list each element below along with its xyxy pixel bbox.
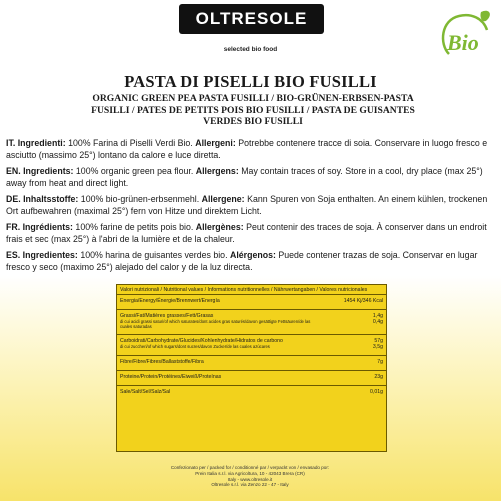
nutrition-table bbox=[116, 284, 387, 452]
allergens-label: Allergens: bbox=[195, 166, 239, 176]
nutrition-header: Valori nutrizionali / Nutritional values / Informations nutritionnelles / Nährwertangaben / Valores nutricionales bbox=[117, 285, 386, 295]
ingredients-label: FR. Ingrédients: bbox=[6, 222, 73, 232]
nutrition-value: 57g bbox=[374, 338, 383, 345]
nutrition-row-carbohydrate bbox=[117, 335, 386, 344]
nutrition-label: Carboidrati/Carbohydrate/Glucides/Kohlenhydrate/Hidratos de carbono bbox=[120, 338, 283, 345]
brand-logo bbox=[179, 4, 324, 34]
nutrition-label: di cui zuccheri/of which sugars/dont sucres/davon Zucker/de las cuales azúcares bbox=[120, 344, 270, 350]
allergens-label: Allergene: bbox=[201, 194, 245, 204]
nutrition-row-salt bbox=[117, 386, 386, 395]
allergens-text: May contain traces of soy. Store in a cool, dry place (max 25°) away from heat and direct light. bbox=[6, 166, 483, 188]
nutrition-row-energy bbox=[117, 295, 386, 309]
nutrition-value: 0,4g bbox=[372, 319, 383, 326]
ingredients-text: 100% organic green pea flour. bbox=[75, 166, 194, 176]
bio-badge-icon bbox=[437, 6, 495, 66]
nutrition-label: Sale/Salt/Sel/Salz/Sal bbox=[120, 389, 171, 396]
allergens-text: Potrebbe contenere tracce di soia. Conservare in luogo fresco e asciutto (massimo 25°) lontano da calore e luce diretta. bbox=[6, 138, 488, 160]
allergens-label: Allergènes: bbox=[195, 222, 244, 232]
lang-block-es bbox=[6, 250, 496, 273]
nutrition-row-fibre bbox=[117, 356, 386, 370]
allergens-text: Puede contener trazas de soja. Conservar en lugar fresco y seco (maximo 25°) alejado del calor y de la luz directa. bbox=[6, 250, 478, 272]
ingredients-text: 100% Farina di Piselli Verdi Bio. bbox=[68, 138, 193, 148]
nutrition-label: Energia/Energy/Énergie/Brennwert/Energía bbox=[120, 298, 220, 305]
ingredients-label: IT. Ingredienti: bbox=[6, 138, 66, 148]
nutrition-value: 7g bbox=[377, 359, 383, 366]
ingredients-text: 100% farine de petits pois bio. bbox=[75, 222, 194, 232]
nutrition-value: 1454 Kj/346 Kcal bbox=[343, 298, 383, 305]
packer-line: Italy - www.oltresole.it bbox=[227, 476, 273, 482]
ingredients-label: ES. Ingredientes: bbox=[6, 250, 78, 260]
packer-info bbox=[100, 465, 400, 488]
nutrition-label: Proteine/Protein/Protéines/Eiweiß/Proteínas bbox=[120, 374, 222, 381]
nutrition-value: 23g bbox=[374, 374, 383, 381]
nutrition-value: 0,01g bbox=[370, 389, 383, 396]
ingredients-label: DE. Inhaltsstoffe: bbox=[6, 194, 79, 204]
lang-block-en bbox=[6, 166, 496, 189]
nutrition-label: di cui acidi grassi saturi/of which saturates/dont acides gras saturés/davon gesättigte Fettsäuren/de las cuales saturadas bbox=[120, 319, 311, 330]
nutrition-row-saturates bbox=[117, 319, 386, 334]
nutrition-value: 3,5g bbox=[372, 344, 383, 351]
allergens-text: Kann Spuren von Soja enthalten. An einem kühlen, trockenen Ort aufbewahren (maximal 25°) fern von Hitze und direktem Licht. bbox=[6, 194, 488, 216]
allergens-label: Alérgenos: bbox=[229, 250, 276, 260]
product-subtitle: ORGANIC GREEN PEA PASTA FUSILLI / BIO-GRÜNEN-ERBSEN-PASTA FUSILLI / PATES DE PETITS POIS BIO FUSILLI / PASTA DE GUISANTES VERDES BIO FUSILLI bbox=[91, 93, 415, 127]
product-title: PASTA DI PISELLI BIO FUSILLI bbox=[124, 72, 377, 91]
lang-block-fr bbox=[6, 222, 496, 245]
nutrition-row-fat bbox=[117, 310, 386, 319]
ingredients-text: 100% harina de guisantes verdes bio. bbox=[80, 250, 228, 260]
nutrition-label: Fibre/Fibre/Fibres/Ballaststoffe/Fibra bbox=[120, 359, 204, 366]
ingredients-label: EN. Ingredients: bbox=[6, 166, 74, 176]
packer-line: Oltresole s.r.l. via Zenzo 22 - 47 - Italy bbox=[211, 482, 289, 488]
lang-block-de bbox=[6, 194, 496, 217]
bio-badge-text: Bio bbox=[447, 30, 479, 55]
allergens-text: Peut contenir des traces de soja. À conserver dans un endroit frais et sec (max 25°) à l'abri de la lumière et de la chaleur. bbox=[6, 222, 487, 244]
nutrition-value: 1,4g bbox=[372, 313, 383, 320]
lang-block-it bbox=[6, 138, 496, 161]
nutrition-row-sugars bbox=[117, 344, 386, 355]
brand-tagline: selected bio food bbox=[223, 46, 278, 53]
allergens-label: Allergeni: bbox=[195, 138, 236, 148]
ingredients-text: 100% bio-grünen-erbsenmehl. bbox=[80, 194, 200, 204]
brand-logo-text: OLTRESOLE bbox=[195, 9, 308, 28]
ingredients-section bbox=[6, 138, 496, 278]
nutrition-label: Grassi/Fat/Matières grasses/Fett/Grasas bbox=[120, 313, 214, 320]
packer-line: Confezionato per / packed for / conditionné par / verpackt von / envasado por: bbox=[170, 465, 330, 470]
nutrition-row-protein bbox=[117, 371, 386, 385]
packer-line: Prein Italia s.r.l. via Agricoltura, 10 - 42043 Brera (CR) bbox=[195, 470, 305, 476]
